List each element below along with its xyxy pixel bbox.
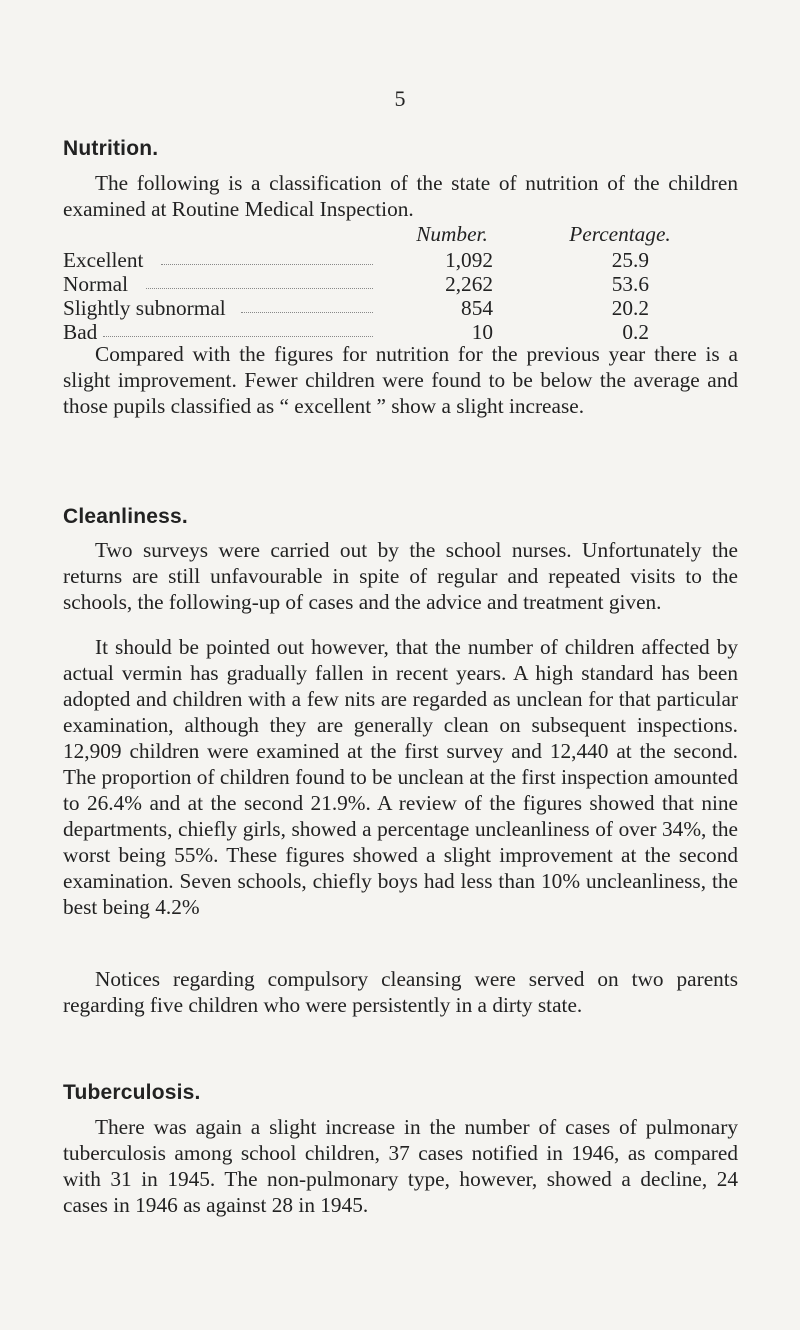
- leader-dots: [103, 336, 373, 337]
- page-number: 5: [394, 86, 406, 111]
- table-row: [63, 248, 743, 272]
- cleanliness-heading: Cleanliness.: [63, 505, 188, 528]
- leader-dots: [241, 312, 373, 313]
- row-percentage: 53.6: [611, 272, 649, 296]
- cleanliness-paragraph-1: Two surveys were carried out by the school nurses. Unfortunately the returns are still unfavourable in spite of regular and repeated visits to the schools, the following-up of cases and the advice and treatment given.: [63, 538, 738, 614]
- cleanliness-paragraph-2: It should be pointed out however, that the number of children affected by actual vermin has gradually fallen in recent years. A high standard has been adopted and children with a few nits are regarded as unclean for that particular examination, although they are generally clean on subsequent inspections. 12,909 children were examined at the first survey and 12,440 at the second. The proportion of children found to be unclean at the first inspection amounted to 26.4% and at the second 21.9%. A review of the figures showed that nine departments, chiefly girls, showed a percentage uncleanliness of over 34%, the worst being 55%. These figures showed a slight improvement at the second examination. Seven schools, chiefly boys had less than 10% uncleanliness, the best being 4.2%: [63, 635, 738, 919]
- nutrition-table-header: [63, 222, 743, 248]
- nutrition-comment: Compared with the figures for nutrition for the previous year there is a slight improvement. Fewer children were found to be below the average and those pupils classified as “ excellent ” show a slight increase.: [63, 342, 738, 418]
- table-row: [63, 272, 743, 296]
- row-label: Normal: [63, 272, 129, 296]
- leader-dots: [146, 288, 373, 289]
- column-header-number: Number.: [416, 222, 488, 246]
- row-percentage: 25.9: [611, 248, 649, 272]
- table-row: [63, 296, 743, 320]
- tuberculosis-paragraph-1: There was again a slight increase in the number of cases of pulmonary tuberculosis among school children, 37 cases notified in 1946, as compared with 31 in 1945. The non-pulmonary type, however, showed a decline, 24 cases in 1946 as against 28 in 1945.: [63, 1115, 738, 1217]
- row-number: 2,262: [445, 272, 493, 296]
- row-label: Slightly subnormal: [63, 296, 226, 320]
- row-percentage: 0.2: [622, 320, 649, 344]
- nutrition-intro: The following is a classification of the state of nutrition of the children examined at Routine Medical Inspection.: [63, 171, 738, 221]
- row-label: Bad: [63, 320, 98, 344]
- row-percentage: 20.2: [611, 296, 649, 320]
- row-number: 10: [471, 320, 493, 344]
- nutrition-heading: Nutrition.: [63, 137, 159, 160]
- nutrition-table: [63, 222, 743, 344]
- column-header-percentage: Percentage.: [569, 222, 671, 246]
- tuberculosis-heading: Tuberculosis.: [63, 1081, 201, 1104]
- row-number: 1,092: [445, 248, 493, 272]
- leader-dots: [161, 264, 373, 265]
- cleanliness-paragraph-3: Notices regarding compulsory cleansing were served on two parents regarding five children who were persistently in a dirty state.: [63, 967, 738, 1017]
- row-label: Excellent: [63, 248, 144, 272]
- row-number: 854: [461, 296, 493, 320]
